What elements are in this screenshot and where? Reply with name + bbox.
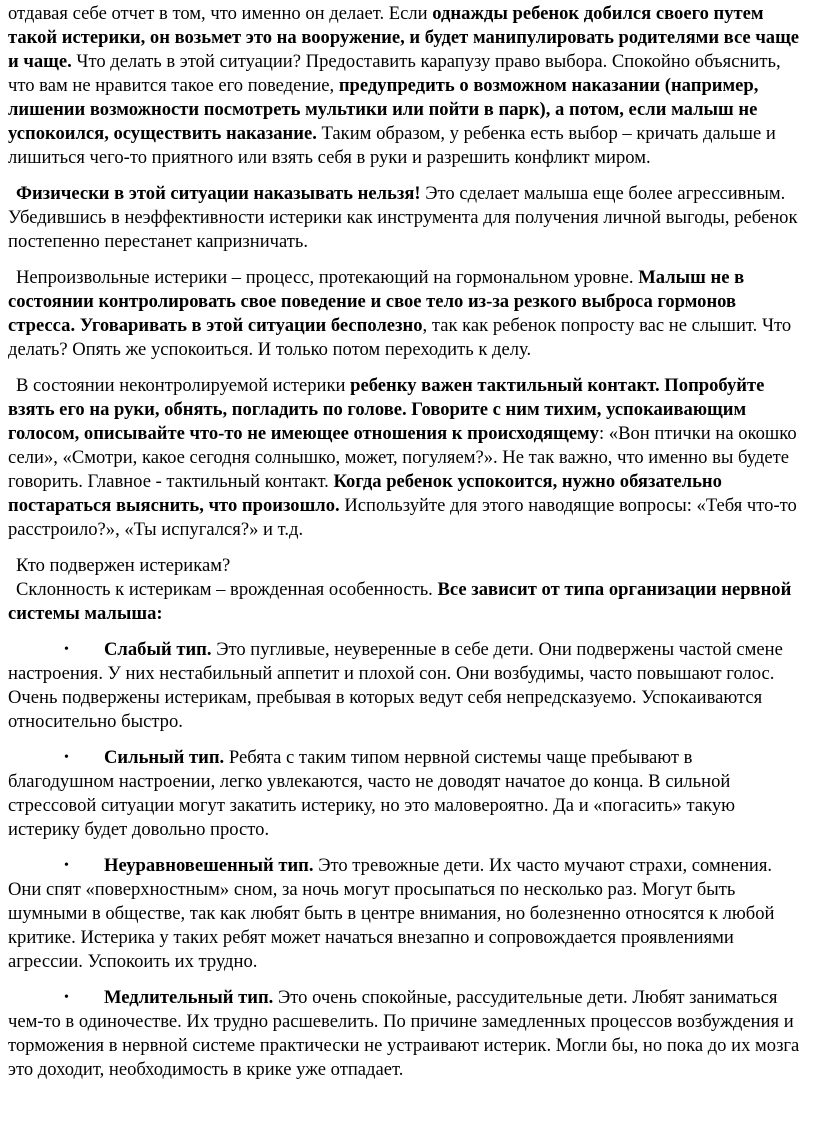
paragraph-no-physical-punishment (8, 182, 800, 254)
bullet-icon: • (64, 858, 69, 873)
nervous-system-types-list (8, 638, 800, 1082)
text-run: Склонность к истерикам – врожденная особенность. (16, 579, 438, 600)
text-run: Непроизвольные истерики – процесс, протекающий на гормональном уровне. (16, 267, 639, 288)
paragraph-tactile-contact (8, 374, 800, 542)
list-item-title: Неуравновешенный тип. (104, 855, 314, 876)
list-item-text: Это тревожные дети. Их часто мучают страхи, сомнения. Они спят «поверхностным» сном, за ночь могут просыпаться по несколько раз. Могут быть шумными в обществе, так как любят быть в центре внимания, но болезненно относятся к любой критике. Истерика у таких ребят может начаться внезапно и сопровождается проявлениями агрессии. Успокоить их трудно. (8, 855, 775, 972)
list-item-title: Сильный тип. (104, 747, 225, 768)
list-item-unbalanced-type (8, 854, 800, 974)
bold-run: Физически в этой ситуации наказывать нельзя! (16, 183, 421, 204)
list-item-text: Ребята с таким типом нервной системы чаще пребывают в благодушном настроении, легко увлекаются, часто не доводят начатое до конца. В сильной стрессовой ситуации могут закатить истерику, но это маловероятно. Да и «погасить» такую истерику будет довольно просто. (8, 747, 736, 840)
bold-run: ребенку важен тактильный контакт. Попробуйте взять его на руки, обнять, погладить по голове. Говорите с ним тихим, успокаивающим голосом, описывайте что-то не имеющее отношения к происходящему (8, 375, 765, 444)
bold-run: Малыш не в состоянии контролировать свое поведение и свое тело из-за резкого выброса гормонов стресса. Уговаривать в этой ситуации бесполезно (8, 267, 745, 336)
bold-run: предупредить о возможном наказании (например, лишении возможности посмотреть мультики или пойти в парк), а потом, если малыш не успокоился, осуществить наказание. (8, 75, 759, 144)
text-run: , так как ребенок попросту вас не слышит. Что делать? Опять же успокоиться. И только потом переходить к делу. (8, 315, 792, 360)
list-item-slow-type (8, 986, 800, 1082)
paragraph-innate-feature (8, 578, 800, 626)
bold-run: Когда ребенок успокоится, нужно обязательно постараться выяснить, что произошло. (8, 471, 722, 516)
text-run: Таким образом, у ребенка есть выбор – кричать дальше и лишиться чего-то приятного или взять себя в руки и разрешить конфликт миром. (8, 123, 776, 168)
bold-run: Все зависит от типа организации нервной системы малыша: (8, 579, 792, 624)
list-item-title: Слабый тип. (104, 639, 212, 660)
list-item-text: Это пугливые, неуверенные в себе дети. Они подвержены частой смене настроения. У них нестабильный аппетит и плохой сон. Они возбудимы, часто повышают голос. Очень подвержены истерикам, пребывая в которых ведут себя непредсказуемо. Успокаиваются относительно быстро. (8, 639, 783, 732)
text-run: Это сделает малыша еще более агрессивным. Убедившись в неэффективности истерики как инструмента для получения личной выгоды, ребенок постепенно перестанет капризничать. (8, 183, 798, 252)
paragraph-manipulation (8, 2, 800, 170)
bullet-icon: • (64, 642, 69, 657)
bullet-icon: • (64, 750, 69, 765)
bullet-icon: • (64, 990, 69, 1005)
paragraph-involuntary-tantrums (8, 266, 800, 362)
text-run: Что делать в этой ситуации? Предоставить карапузу право выбора. Спокойно объяснить, что вам не нравится такое его поведение, (8, 51, 781, 96)
list-item-strong-type (8, 746, 800, 842)
text-run: отдавая себе отчет в том, что именно он делает. Если (8, 3, 433, 24)
text-run: Используйте для этого наводящие вопросы: «Тебя что-то расстроило?», «Ты испугался?» и т.д. (8, 495, 797, 540)
text-run: : «Вон птички на окошко сели», «Смотри, какое сегодня солнышко, может, погуляем?». Не так важно, что именно вы будете говорить. Главное - тактильный контакт. (8, 423, 797, 492)
list-item-weak-type (8, 638, 800, 734)
subheading-who-is-prone (8, 554, 800, 578)
text-run: В состоянии неконтролируемой истерики (16, 375, 351, 396)
text-run: Кто подвержен истерикам? (16, 555, 231, 576)
list-item-title: Медлительный тип. (104, 987, 274, 1008)
bold-run: однажды ребенок добился своего путем такой истерики, он возьмет это на вооружение, и будет манипулировать родителями все чаще и чаще. (8, 3, 800, 72)
list-item-text: Это очень спокойные, рассудительные дети. Любят заниматься чем-то в одиночестве. Их трудно расшевелить. По причине замедленных процессов возбуждения и торможения в нервной системе практически не устраивают истерик. Могли бы, но пока до их мозга это доходит, необходимость в крике уже отпадает. (8, 987, 800, 1080)
